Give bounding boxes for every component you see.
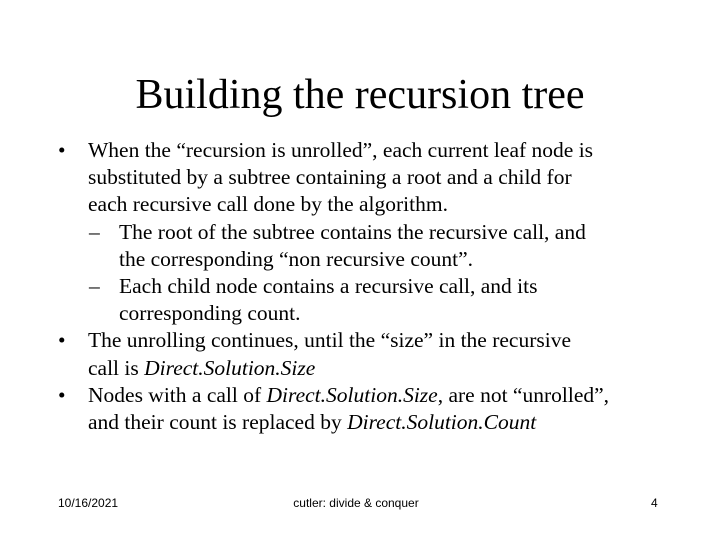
bullet-text-italic: Direct.Solution.Size xyxy=(266,382,438,407)
page-number: 4 xyxy=(651,496,658,510)
bullet-item-unrolled xyxy=(58,137,698,219)
bullet-text-italic: Direct.Solution.Size xyxy=(144,355,316,380)
sub-bullet-text-line: the corresponding “non recursive count”. xyxy=(119,246,474,271)
bullet-item-continues xyxy=(58,327,698,381)
sub-bullet-item-child xyxy=(58,273,698,327)
slide-title: Building the recursion tree xyxy=(135,72,585,118)
bullet-text-line: each recursive call done by the algorithm. xyxy=(88,192,448,217)
bullet-text-segment: call is xyxy=(88,355,145,380)
bullet-text-line: The unrolling continues, until the “size” in the recursive xyxy=(88,328,572,353)
footer-title: cutler: divide & conquer xyxy=(293,496,419,510)
footer-date: 10/16/2021 xyxy=(58,496,119,510)
bullet-item-nodes xyxy=(58,382,698,436)
bullet-text-line xyxy=(88,355,698,382)
slide-body xyxy=(58,137,698,436)
sub-bullet-text-line: The root of the subtree contains the recursive call, and xyxy=(119,219,586,244)
bullet-text-italic: Direct.Solution.Count xyxy=(347,410,537,435)
sub-bullet-text-line: corresponding count. xyxy=(119,301,301,326)
bullet-text-line xyxy=(88,409,698,436)
bullet-icon: • xyxy=(58,328,66,353)
bullet-text-segment: , are not “unrolled”, xyxy=(437,382,610,407)
bullet-text-segment: and their count is replaced by xyxy=(88,410,348,435)
dash-icon: – xyxy=(89,274,100,299)
dash-icon: – xyxy=(89,219,100,244)
sub-bullet-text-line: Each child node contains a recursive call, and its xyxy=(119,274,538,299)
sub-bullet-item-root xyxy=(58,219,698,273)
bullet-icon: • xyxy=(58,382,66,407)
bullet-text-segment: Nodes with a call of xyxy=(88,382,267,407)
bullet-text-line: substituted by a subtree containing a root and a child for xyxy=(88,165,572,190)
bullet-icon: • xyxy=(58,138,66,162)
bullet-text-line xyxy=(88,382,698,409)
bullet-text-line: When the “recursion is unrolled”, each current leaf node is xyxy=(88,138,594,162)
